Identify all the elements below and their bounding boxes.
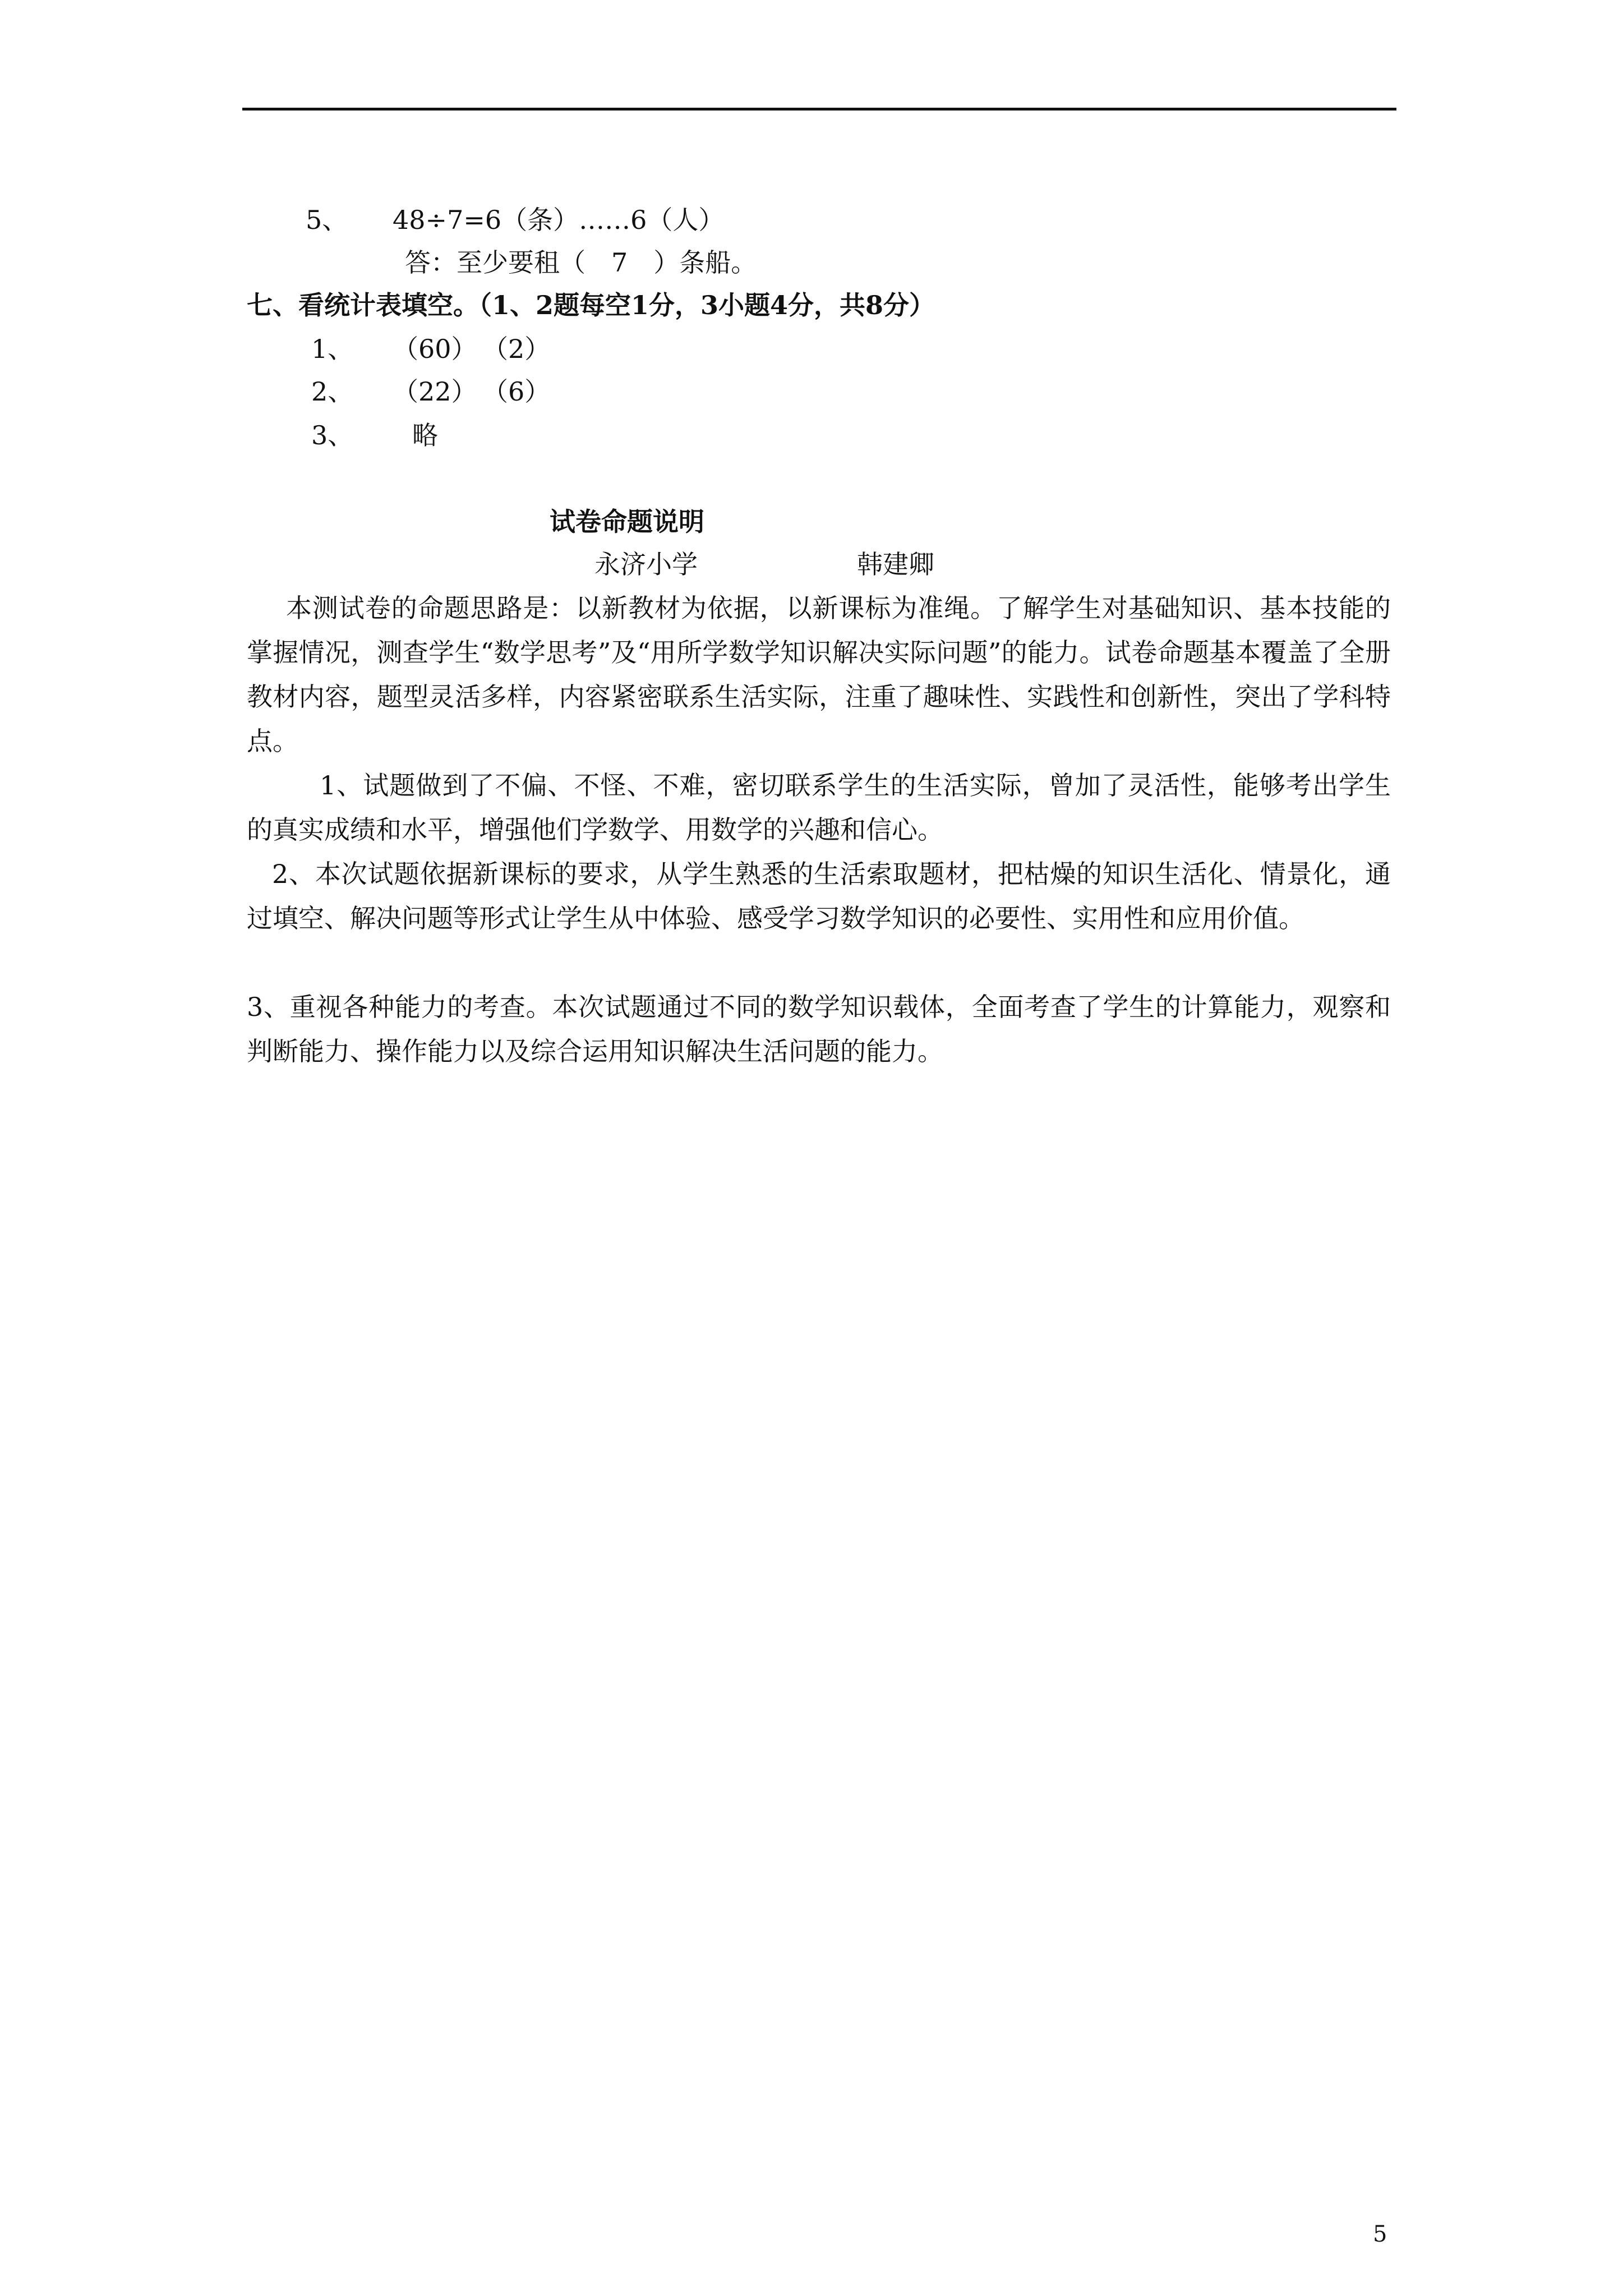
s7-item2-number: 2、 (311, 376, 354, 407)
explanation-title: 试卷命题说明 (550, 507, 704, 537)
q5-equation: 48÷7=6（条）……6（人） (393, 205, 725, 235)
header-rule (242, 108, 1396, 111)
explanation-paragraph-3: 3、重视各种能力的考查。本次试题通过不同的数学知识载体，全面考查了学生的计算能力，观察和判断能力、操作能力以及综合运用知识解决生活问题的能力。 (247, 992, 1391, 1066)
s7-item3-a: 略 (412, 420, 438, 450)
explanation-school: 永济小学 (594, 549, 698, 579)
explanation-paragraph-intro: 本测试卷的命题思路是：以新教材为依据，以新课标为准绳。了解学生对基础知识、基本技能的掌握情况，测查学生“数学思考”及“用所学数学知识解决实际问题”的能力。试卷命题基本覆盖了全册教材内容，题型灵活多样，内容紧密联系生活实际，注重了趣味性、实践性和创新性，突出了学科特点。 (247, 593, 1391, 756)
explanation-paragraph-1: 1、试题做到了不偏、不怪、不难，密切联系学生的生活实际，曾加了灵活性，能够考出学生的真实成绩和水平，增强他们学数学、用数学的兴趣和信心。 (247, 770, 1391, 845)
explanation-paragraph-2: 2、本次试题依据新课标的要求，从学生熟悉的生活索取题材，把枯燥的知识生活化、情景化，通过填空、解决问题等形式让学生从中体验、感受学习数学知识的必要性、实用性和应用价值。 (247, 859, 1391, 933)
page-number: 5 (1373, 2221, 1387, 2247)
q5-number: 5、 (306, 205, 348, 235)
s7-item1-a: （60） (393, 334, 477, 364)
q5-answer: 答：至少要租（ 7 ）条船。 (405, 247, 757, 278)
s7-item1-b: （2） (482, 334, 551, 364)
s7-item3-number: 3、 (311, 420, 354, 450)
s7-item1-number: 1、 (311, 334, 354, 364)
explanation-author: 韩建卿 (857, 549, 934, 579)
s7-item2-a: （22） (393, 376, 477, 407)
s7-item2-b: （6） (482, 376, 551, 407)
section7-heading: 七、看统计表填空。（1、2题每空1分，3小题4分，共8分） (247, 290, 935, 320)
